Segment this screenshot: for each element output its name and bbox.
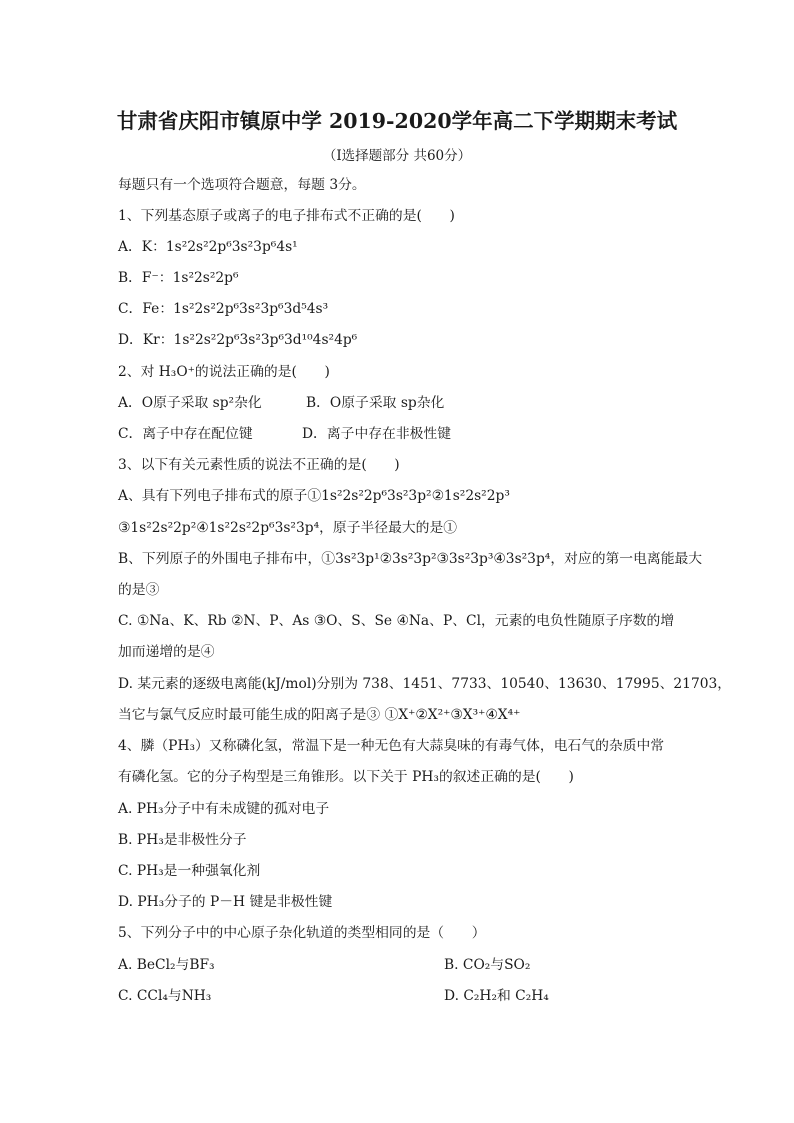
question-1-option-c: C．Fe：1s²2s²2p⁶3s²3p⁶3d⁵4s³: [118, 301, 329, 317]
question-1-option-b: B．F⁻：1s²2s²2p⁶: [118, 270, 239, 286]
question-4-option-b: B. PH₃是非极性分子: [118, 832, 247, 848]
question-5-option-d: D. C₂H₂和 C₂H₄: [444, 988, 549, 1004]
question-4-stem-line-2: 有磷化氢。它的分子构型是三角锥形。以下关于 PH₃的叙述正确的是( ): [118, 769, 574, 785]
question-2-stem: 2、对 H₃O⁺的说法正确的是( ): [118, 364, 330, 380]
question-5-option-c: C. CCl₄与NH₃: [118, 988, 212, 1004]
instruction-text: 每题只有一个选项符合题意，每题 3分。: [118, 177, 366, 193]
question-5-stem: 5、下列分子中的中心原子杂化轨道的类型相同的是（ ）: [118, 925, 486, 941]
question-3-line-4: 的是③: [118, 582, 160, 598]
question-2-option-b: B．O原子采取 sp杂化: [306, 395, 445, 411]
question-3-line-7: D. 某元素的逐级电离能(kJ/mol)分别为 738、1451、7733、10540、13630、17995、21703，: [118, 676, 732, 692]
question-2-option-d: D．离子中存在非极性键: [302, 426, 452, 442]
question-5-option-a: A. BeCl₂与BF₃: [118, 957, 215, 973]
question-3-line-3: B、下列原子的外围电子排布中，①3s²3p¹②3s²3p²③3s²3p³④3s²3p⁴，对应的第一电离能最大: [118, 551, 703, 567]
question-2-option-a: A．O原子采取 sp²杂化: [118, 395, 262, 411]
question-5-option-b: B. CO₂与SO₂: [444, 957, 531, 973]
question-1-option-a: A．K：1s²2s²2p⁶3s²3p⁶4s¹: [118, 239, 298, 255]
question-3-line-5: C. ①Na、K、Rb ②N、P、As ③O、S、Se ④Na、P、Cl，元素的电负性随原子序数的增: [118, 613, 675, 629]
question-4-stem-line-1: 4、膦（PH₃）又称磷化氢，常温下是一种无色有大蒜臭味的有毒气体，电石气的杂质中常: [118, 738, 665, 754]
question-2-option-c: C．离子中存在配位键: [118, 426, 253, 442]
question-4-option-c: C. PH₃是一种强氧化剂: [118, 863, 261, 879]
question-1-stem: 1、下列基态原子或离子的电子排布式不正确的是( ): [118, 208, 455, 224]
question-3-line-2: ③1s²2s²2p²④1s²2s²2p⁶3s²3p⁴，原子半径最大的是①: [118, 520, 458, 536]
question-3-line-1: A、具有下列电子排布式的原子①1s²2s²2p⁶3s²3p²②1s²2s²2p³: [118, 488, 510, 504]
question-4-option-d: D. PH₃分子的 P－H 键是非极性键: [118, 894, 333, 910]
question-3-line-6: 加而递增的是④: [118, 644, 215, 660]
page-subtitle: （Ⅰ选择题部分 共60分）: [322, 148, 472, 164]
question-3-line-8: 当它与氯气反应时最可能生成的阳离子是③ ①X⁺②X²⁺③X³⁺④X⁴⁺: [118, 707, 521, 723]
page-title: 甘肃省庆阳市镇原中学 2019-2020学年高二下学期期末考试: [116, 109, 678, 133]
question-3-stem: 3、以下有关元素性质的说法不正确的是( ): [118, 457, 400, 473]
question-1-option-d: D．Kr：1s²2s²2p⁶3s²3p⁶3d¹⁰4s²4p⁶: [118, 332, 358, 348]
question-4-option-a: A. PH₃分子中有未成键的孤对电子: [118, 801, 330, 817]
